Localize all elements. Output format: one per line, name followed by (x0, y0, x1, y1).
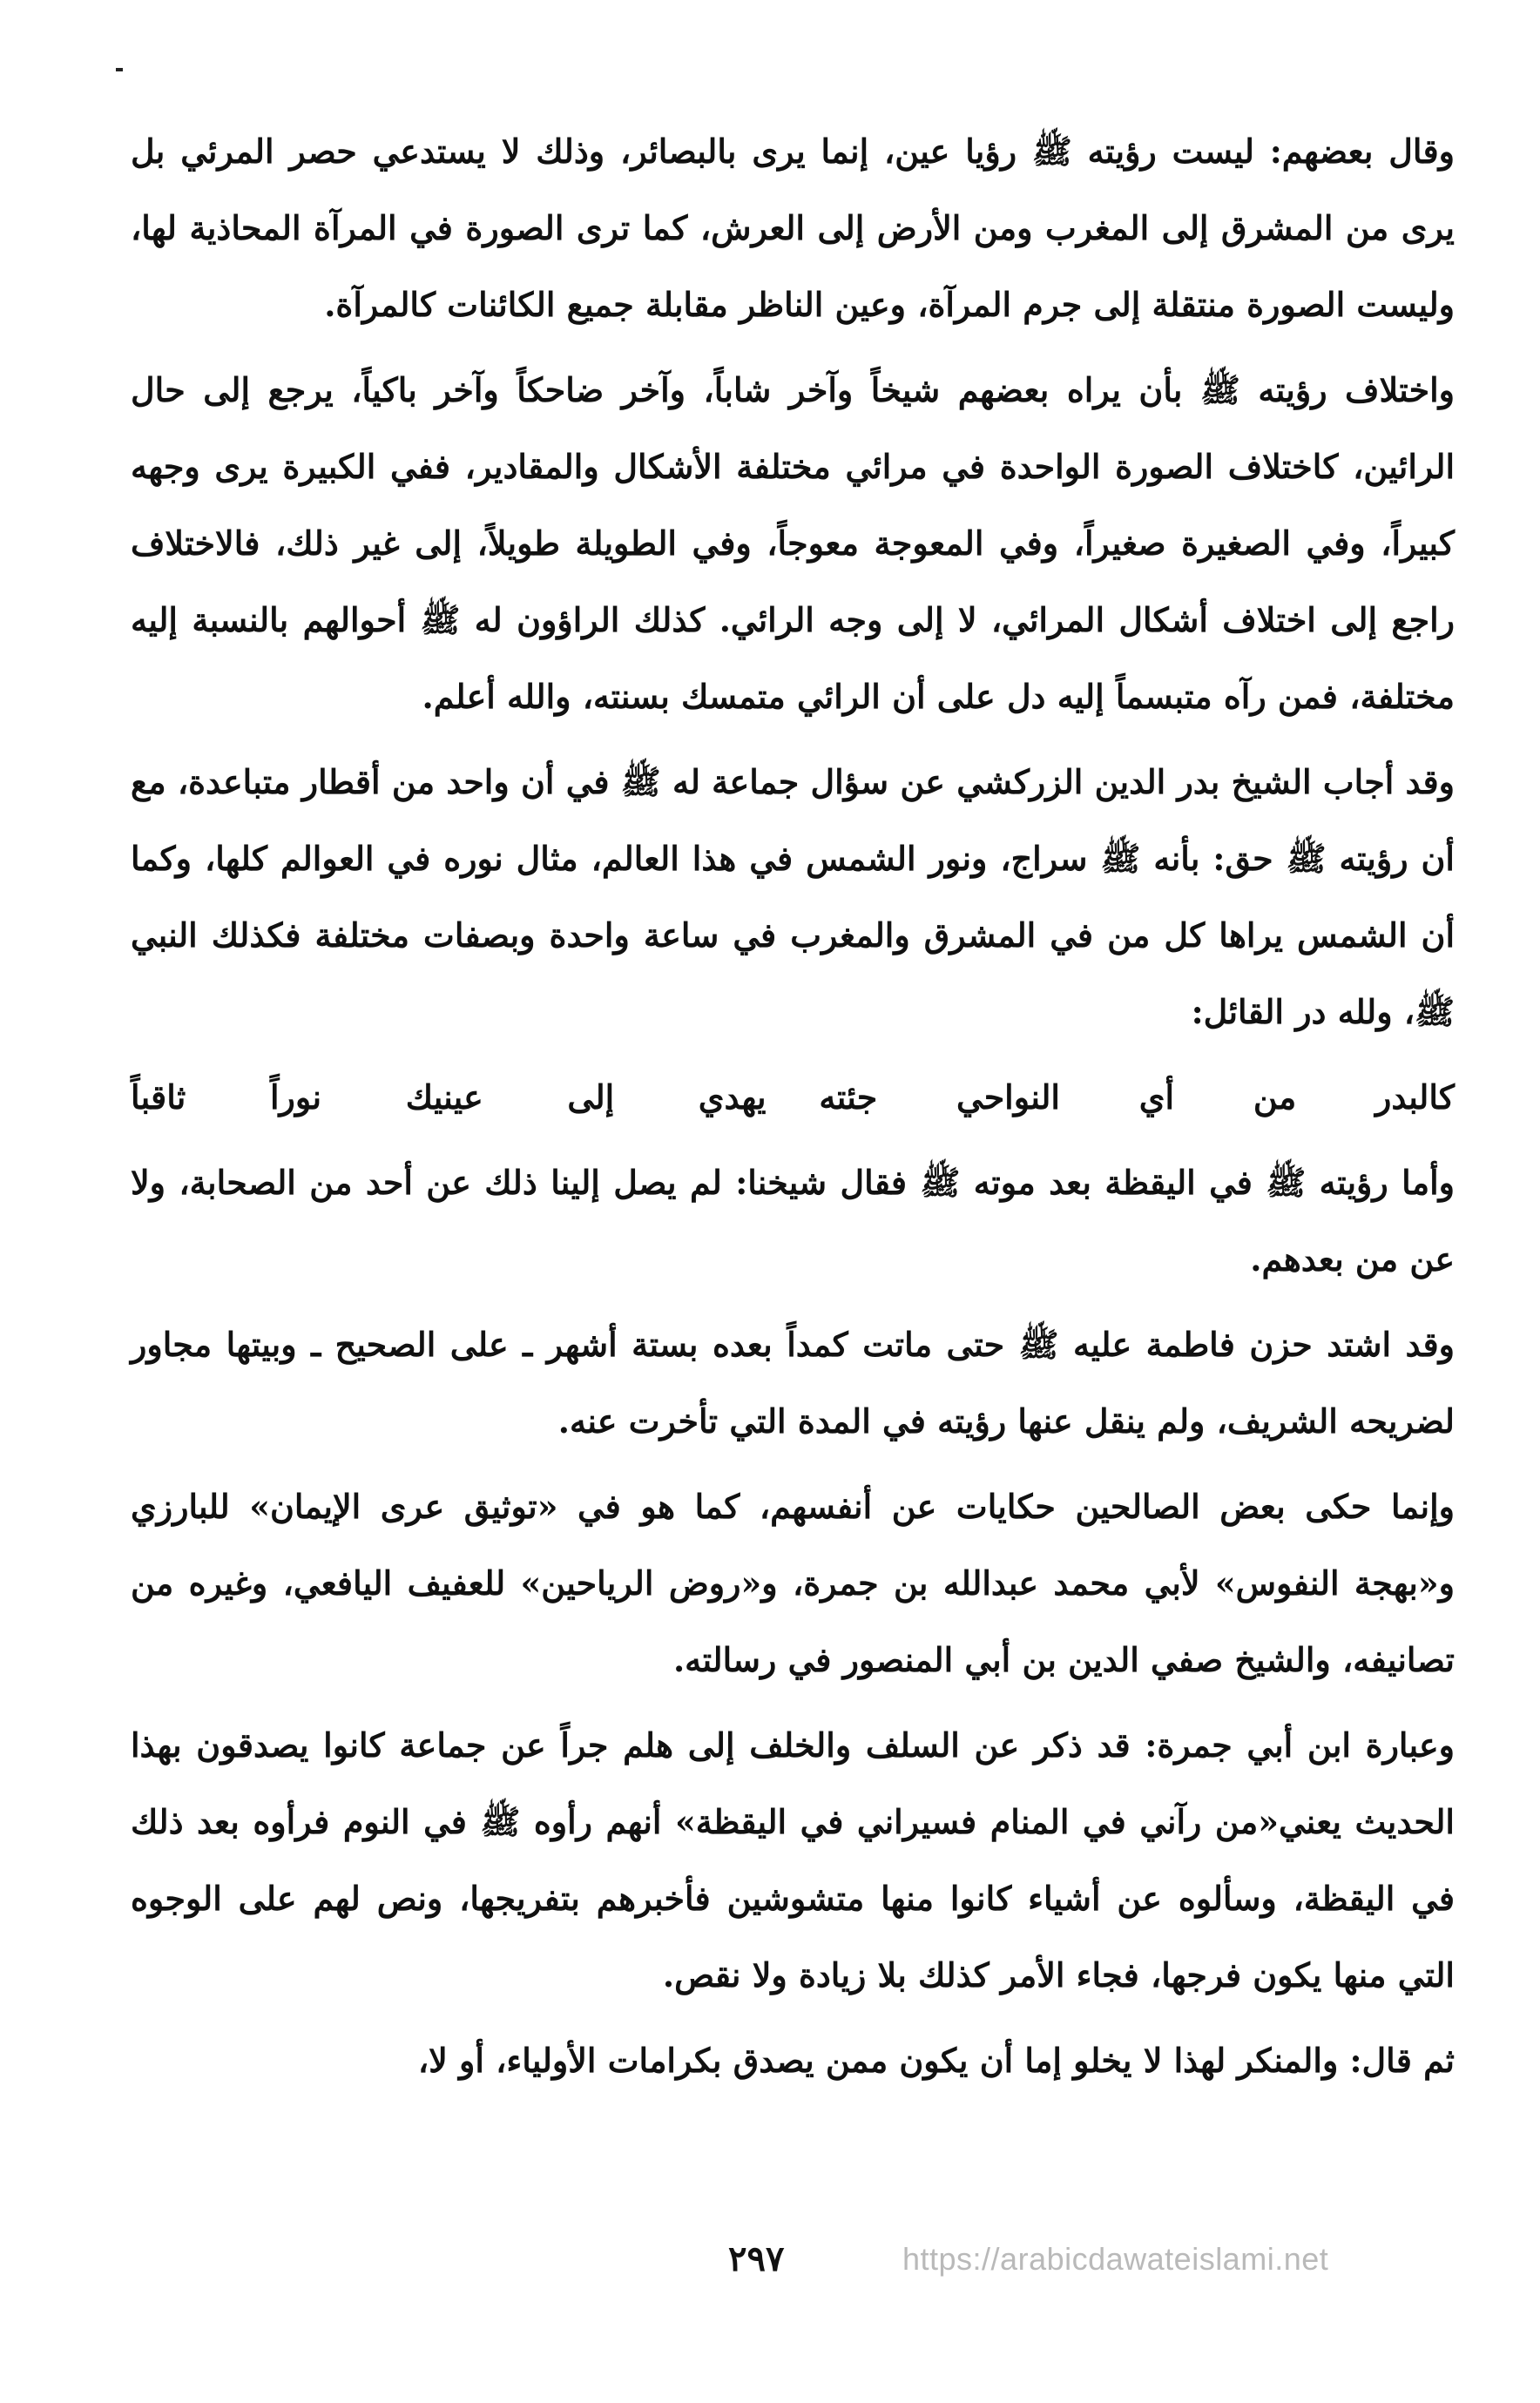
poetry-verse (131, 1059, 1455, 1136)
verse-second-hemistich: يهدي إلى عينيك نوراً ثاقباً (131, 1077, 767, 1117)
verse-first-hemistich: كالبدر من أي النواحي جئته (819, 1077, 1455, 1117)
paragraph-7: وعبارة ابن أبي جمرة: قد ذكر عن السلف والخلف إلى هلم جراً عن جماعة كانوا يصدقون بهذا الحديث يعني«من رآني في المنام فسيراني في اليقظة» أنهم رأوه ﷺ في النوم فرأوه بعد ذلك في اليقظة، وسألوه عن أشياء كانوا منها متشوشين فأخبرهم بتفريجها، ونص لهم على الوجوه التي منها يكون فرجها، فجاء الأمر كذلك بلا زيادة ولا نقص. (131, 1725, 1455, 1995)
paragraph-2: واختلاف رؤيته ﷺ بأن يراه بعضهم شيخاً وآخر شاباً، وآخر ضاحكاً وآخر باكياً، يرجع إلى حال الرائين، كاختلاف الصورة الواحدة في مرائي مختلفة الأشكال والمقادير، ففي الكبيرة يرى وجهه كبيراً، وفي الصغيرة صغيراً، وفي المعوجة معوجاً، وفي الطويلة طويلاً، إلى غير ذلك، فالاختلاف راجع إلى اختلاف أشكال المرائي، لا إلى وجه الرائي. كذلك الراؤون له ﷺ أحوالهم بالنسبة إليه مختلفة، فمن رآه متبسماً إليه دل على أن الرائي متمسك بسنته، والله أعلم. (131, 370, 1455, 716)
watermark-url: https://arabicdawateislami.net (902, 2241, 1329, 2277)
paragraph-3: وقد أجاب الشيخ بدر الدين الزركشي عن سؤال جماعة له ﷺ في أن واحد من أقطار متباعدة، مع أن رؤيته ﷺ حق: بأنه ﷺ سراج، ونور الشمس في هذا العالم، مثال نوره في العوالم كلها، وكما أن الشمس يراها كل من في المشرق والمغرب في ساعة واحدة وبصفات مختلفة فكذلك النبي ﷺ، ولله در القائل: (131, 762, 1455, 1031)
page-number: ٢٩٧ (728, 2238, 785, 2279)
scan-corner-mark (116, 68, 123, 71)
paragraph-8: ثم قال: والمنكر لهذا لا يخلو إما أن يكون ممن يصدق بكرامات الأولياء، أو لا، (417, 2041, 1455, 2080)
paragraph-6: وإنما حكى بعض الصالحين حكايات عن أنفسهم، كما هو في «توثيق عرى الإيمان» للبارزي و«بهجة النفوس» لأبي محمد عبدالله بن جمرة، و«روض الرياحين» للعفيف اليافعي، وغيره من تصانيفه، والشيخ صفي الدين بن أبي المنصور في رسالته. (131, 1487, 1455, 1679)
page-body (131, 113, 1455, 2108)
paragraph-4: وأما رؤيته ﷺ في اليقظة بعد موته ﷺ فقال شيخنا: لم يصل إلينا ذلك عن أحد من الصحابة، ولا عن من بعدهم. (131, 1163, 1455, 1279)
paragraph-1: وقال بعضهم: ليست رؤيته ﷺ رؤيا عين، إنما يرى بالبصائر، وذلك لا يستدعي حصر المرئي بل يرى من المشرق إلى المغرب ومن الأرض إلى العرش، كما ترى الصورة في المرآة المحاذية لها، وليست الصورة منتقلة إلى جرم المرآة، وعين الناظر مقابلة جميع الكائنات كالمرآة. (131, 132, 1455, 324)
paragraph-5: وقد اشتد حزن فاطمة عليه ﷺ حتى ماتت كمداً بعده بستة أشهر ـ على الصحيح ـ وبيتها مجاور لضريحه الشريف، ولم ينقل عنها رؤيته في المدة التي تأخرت عنه. (131, 1325, 1455, 1441)
